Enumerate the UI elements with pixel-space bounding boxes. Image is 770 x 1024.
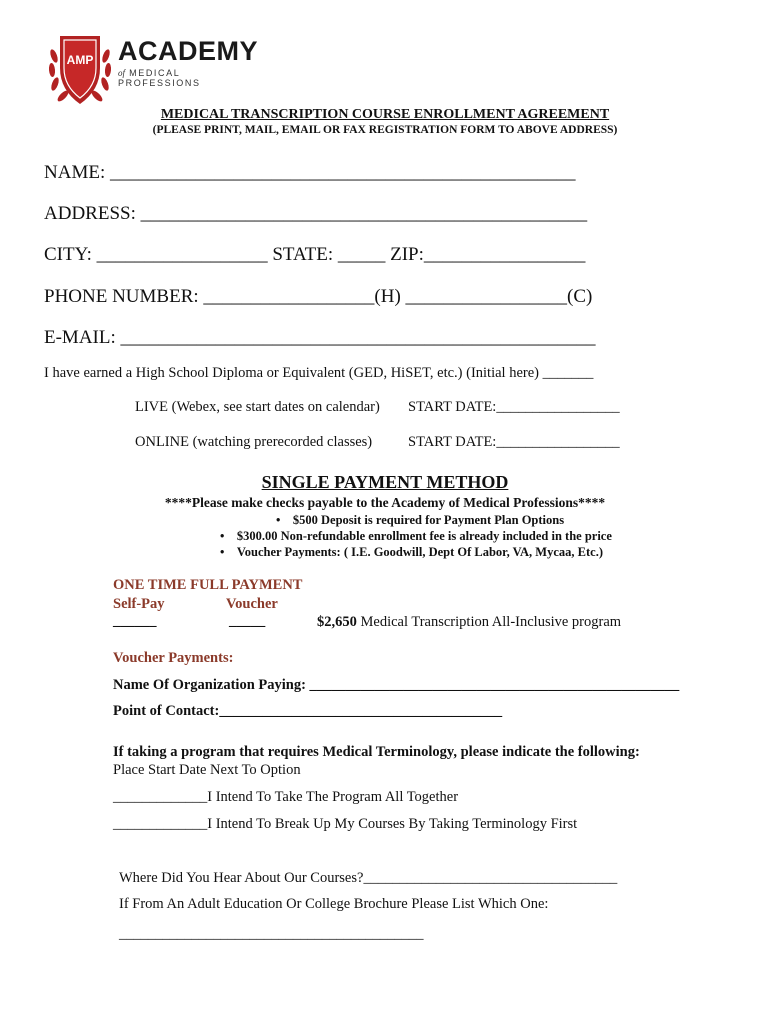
logo-mark: AMP (66, 53, 94, 67)
program-name: Medical Transcription All-Inclusive program (356, 614, 622, 630)
email-field[interactable]: E-MAIL: __________________________________________________ (44, 327, 596, 348)
online-option-label: ONLINE (watching prerecorded classes) (135, 434, 373, 450)
diploma-initial-line[interactable]: I have earned a High School Diploma or Equivalent (GED, HiSET, etc.) (Initial here) _______ (44, 365, 594, 381)
live-option-label: LIVE (Webex, see start dates on calendar) (135, 399, 380, 415)
point-of-contact-field[interactable]: Point of Contact:_______________________________________ (113, 703, 503, 719)
list-item: • Voucher Payments: ( I.E. Goodwill, Dept Of Labor, VA, Mycaa, Etc.) (220, 545, 603, 559)
academy-logo (46, 26, 261, 116)
shield-laurel-icon (46, 26, 114, 116)
address-field[interactable]: ADDRESS: _______________________________________________ (44, 203, 588, 224)
payment-heading: SINGLE PAYMENT METHOD (261, 472, 509, 492)
form-title: MEDICAL TRANSCRIPTION COURSE ENROLLMENT AGREEMENT (160, 107, 610, 122)
city-state-zip-field[interactable]: CITY: __________________ STATE: _____ ZIP:_________________ (44, 244, 586, 265)
referral-question-field[interactable]: Where Did You Hear About Our Courses?___________________________________ (119, 870, 618, 886)
name-field[interactable]: NAME: _________________________________________________ (44, 162, 576, 183)
organization-field[interactable]: Name Of Organization Paying: ___________________________________________________ (113, 677, 680, 693)
self-pay-label: Self-Pay (113, 596, 165, 612)
logo-subtitle: of MEDICAL PROFESSIONS (118, 68, 201, 88)
logo-wordmark: ACADEMY (118, 36, 259, 66)
voucher-payments-heading: Voucher Payments: (113, 650, 234, 666)
brochure-answer-field[interactable]: __________________________________________ (119, 926, 424, 942)
live-start-date-field[interactable]: START DATE:_________________ (408, 399, 620, 415)
terminology-heading: If taking a program that requires Medical Terminology, please indicate the following: (113, 744, 640, 760)
one-time-payment-heading: ONE TIME FULL PAYMENT (113, 577, 303, 593)
voucher-label: Voucher (226, 596, 278, 612)
voucher-blank[interactable]: _____ (229, 613, 266, 629)
program-price-line (317, 614, 621, 631)
terminology-option-together[interactable]: _____________I Intend To Take The Program All Together (113, 789, 459, 805)
terminology-instruction: Place Start Date Next To Option (113, 762, 301, 778)
phone-field[interactable]: PHONE NUMBER: __________________(H) _________________(C) (44, 286, 593, 307)
brochure-question: If From An Adult Education Or College Brochure Please List Which One: (119, 896, 549, 912)
terminology-option-split[interactable]: _____________I Intend To Break Up My Courses By Taking Terminology First (113, 816, 578, 832)
list-item: • $300.00 Non-refundable enrollment fee is already included in the price (220, 529, 612, 543)
self-pay-blank[interactable]: ______ (113, 613, 157, 629)
checks-note: ****Please make checks payable to the Academy of Medical Professions**** (164, 495, 606, 510)
list-item: • $500 Deposit is required for Payment Plan Options (276, 513, 565, 527)
form-subtitle: (PLEASE PRINT, MAIL, EMAIL OR FAX REGISTRATION FORM TO ABOVE ADDRESS) (152, 124, 618, 136)
price: $2,650 (317, 614, 357, 630)
online-start-date-field[interactable]: START DATE:_________________ (408, 434, 620, 450)
